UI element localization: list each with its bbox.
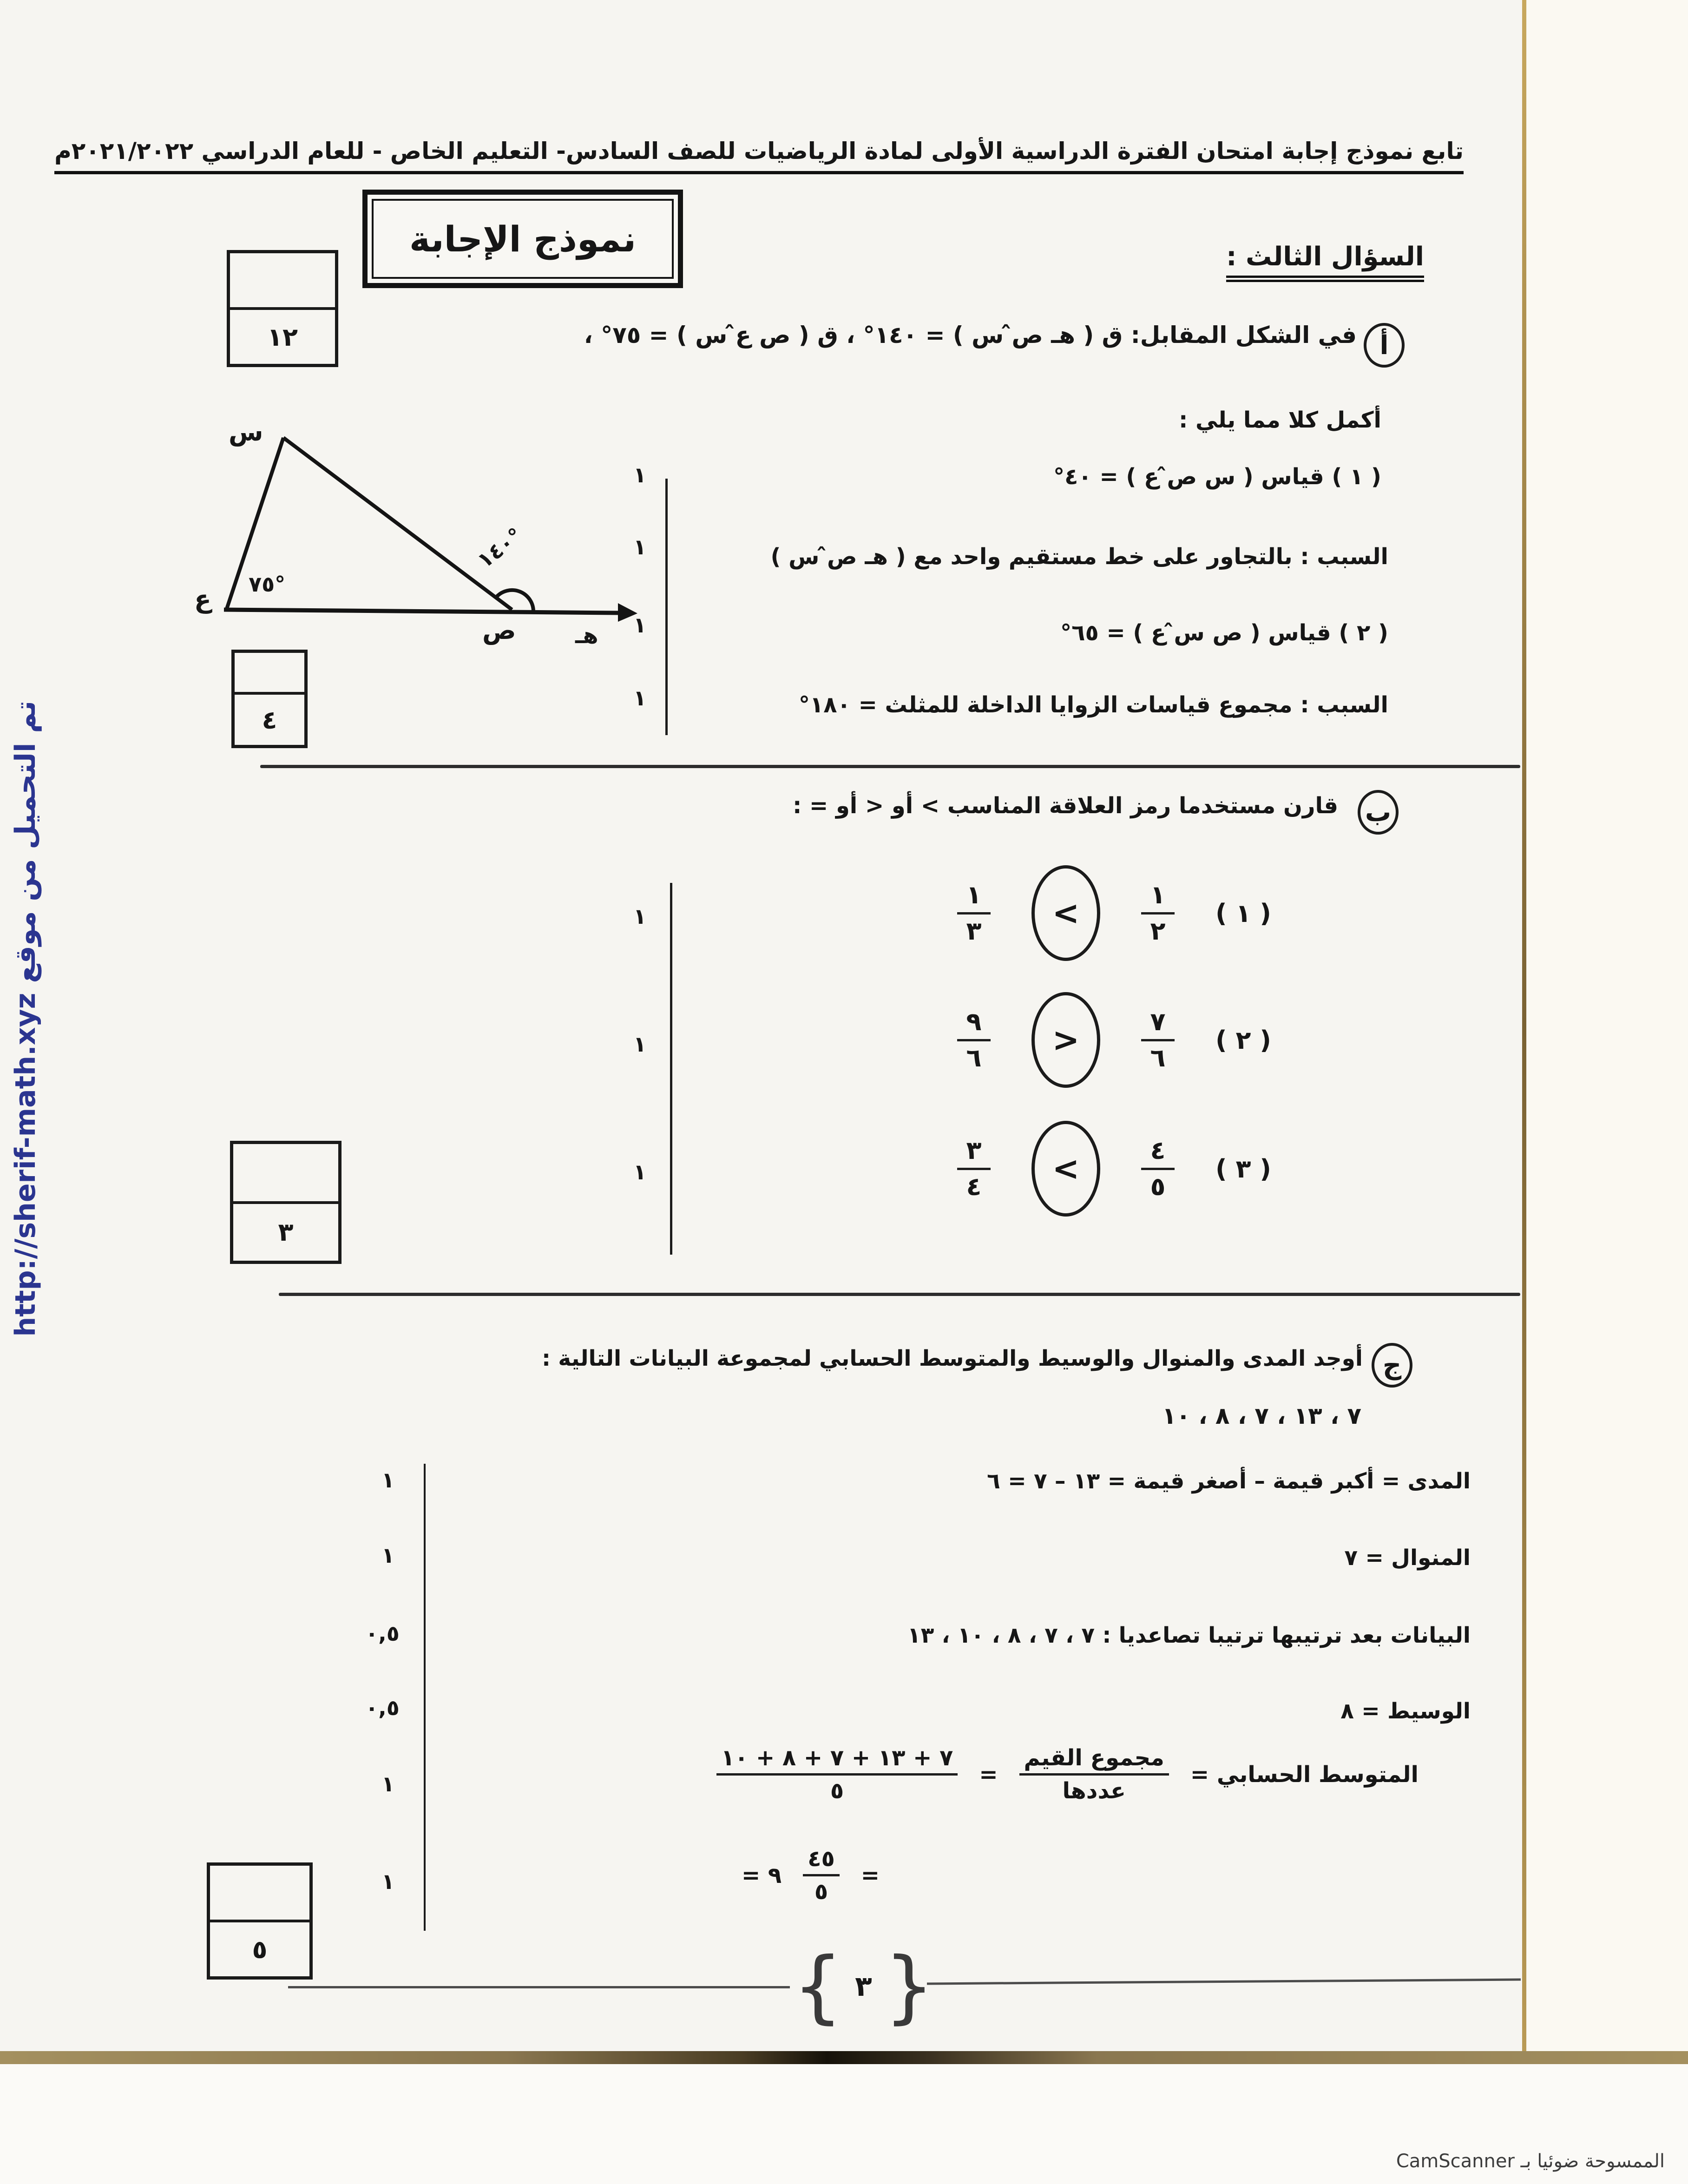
separator-2: [279, 1293, 1520, 1296]
row1-left-fraction: [957, 882, 991, 944]
part-b-score-box: [230, 1141, 342, 1264]
result-equals-1: =: [860, 1862, 880, 1888]
part-c-mean-row: [716, 1746, 1419, 1803]
total-marks-empty-cell: [230, 253, 335, 310]
part-c-mark-3: ٠,٥: [365, 1621, 400, 1646]
row1-left-numerator: ١: [966, 880, 982, 909]
row1-right-numerator: ١: [1150, 880, 1166, 909]
mean-equals: =: [979, 1761, 998, 1788]
vertex-label-ain: ع: [194, 585, 211, 614]
row3-right-fraction: [1141, 1135, 1175, 1201]
fraction-bar: [803, 1874, 840, 1876]
part-b-circle: [1358, 790, 1399, 835]
part-b-mark-3: ١: [633, 1159, 647, 1184]
row1-right-denominator: ٢: [1150, 916, 1166, 946]
part-a-reason-2: السبب : مجموع قياسات الزوايا الداخلة للمثلث = ١٨٠°: [798, 692, 1388, 718]
part-a-mark-4: ١: [633, 685, 647, 710]
total-marks-value: ١٢: [267, 322, 298, 352]
part-c-heading: أوجد المدى والمنوال والوسيط والمتوسط الحسابي لمجموعة البيانات التالية :: [542, 1346, 1363, 1371]
part-a-reason-1: السبب : بالتجاور على خط مستقيم واحد مع ( هـ ص̂ س ): [770, 544, 1388, 570]
part-c-score-box: [207, 1862, 313, 1980]
row3-left-denominator: ٤: [966, 1171, 982, 1201]
camscanner-watermark: الممسوحة ضوئيا بـ CamScanner: [1396, 2151, 1665, 2172]
row3-right-denominator: ٥: [1150, 1171, 1166, 1201]
part-a-score-value: ٤: [262, 705, 277, 735]
row2-item-label: ( ٢ ): [1215, 1025, 1271, 1055]
row1-relation-symbol: <: [1052, 894, 1080, 932]
answer-model-title: نموذج الإجابة: [372, 199, 674, 279]
part-c-mark-5: ١: [381, 1771, 395, 1796]
base-ray-line: [224, 610, 620, 613]
part-c-label: ج: [1382, 1350, 1402, 1381]
angle-75-label: ٧٥°: [249, 572, 286, 597]
fraction-bar: [1141, 912, 1175, 914]
vertex-label-ha: هـ: [575, 623, 598, 649]
part-b-marks-line: [670, 883, 672, 1255]
part-a-intro: في الشكل المقابل: ق ( هـ ص̂ س ) = ١٤٠° ، ق ( ص ع̂ س ) = ٧٥° ،: [584, 322, 1357, 349]
comparison-row-1: [957, 865, 1271, 961]
page-number: ٣: [855, 1970, 872, 2003]
mean-fraction-values: [716, 1746, 958, 1803]
fraction-bar: [957, 1039, 991, 1041]
part-c-score-value: ٥: [252, 1934, 268, 1964]
part-b-label: ب: [1365, 797, 1392, 828]
page-number-group: [793, 1941, 934, 2033]
part-a-complete-prompt: أكمل كلا مما يلي :: [1179, 407, 1381, 433]
comparison-row-2: [957, 992, 1271, 1088]
row1-item-label: ( ١ ): [1215, 898, 1271, 928]
part-a-mark-1: ١: [633, 462, 647, 487]
result-frac-numerator: ٤٥: [808, 1846, 835, 1872]
mean-frac2-numerator: ٧ + ١٣ + ٧ + ٨ + ١٠: [721, 1745, 953, 1771]
brace-right-icon: }: [884, 1941, 934, 2033]
part-b-mark-2: ١: [633, 1032, 647, 1057]
part-a-circle: [1364, 323, 1405, 368]
part-a-score-box: [231, 650, 308, 748]
fraction-bar: [1141, 1039, 1175, 1041]
comparison-row-3: [957, 1121, 1271, 1217]
part-c-sorted-line: البيانات بعد ترتيبها ترتيبا تصاعديا : ٧ ، ٧ ، ٨ ، ١٠ ، ١٣: [907, 1623, 1471, 1648]
row3-left-fraction: [957, 1135, 991, 1201]
part-c-data-set: ٧ ، ١٣ ، ٧ ، ٨ ، ١٠: [1162, 1402, 1361, 1429]
fraction-bar: [1019, 1773, 1169, 1776]
scan-right-margin: [1527, 0, 1688, 2053]
part-c-mark-2: ١: [381, 1543, 395, 1568]
fraction-bar: [1141, 1168, 1175, 1170]
separator-1: [260, 765, 1520, 768]
part-b-score-value: ٣: [278, 1217, 294, 1247]
part-a-mark-3: ١: [633, 612, 647, 638]
download-source-note: تم التحميل من موقع http://sherif-math.xyz: [9, 701, 42, 1337]
row2-left-numerator: ٩: [966, 1006, 982, 1036]
part-c-mode-line: المنوال = ٧: [1344, 1545, 1471, 1571]
result-frac-denominator: ٥: [814, 1879, 828, 1905]
row1-left-denominator: ٣: [966, 916, 982, 946]
part-c-circle: [1372, 1343, 1412, 1388]
row2-right-denominator: ٦: [1150, 1043, 1166, 1072]
part-b-score-empty-cell: [233, 1144, 338, 1204]
row3-relation-circle: [1031, 1121, 1100, 1217]
mean-frac1-numerator: مجموع القيم: [1024, 1745, 1164, 1771]
row2-relation-circle: [1031, 992, 1100, 1088]
row2-right-fraction: [1141, 1006, 1175, 1072]
part-a-marks-line: [665, 479, 668, 735]
part-b-mark-1: ١: [633, 904, 647, 929]
row3-right-numerator: ٤: [1150, 1135, 1166, 1165]
ray-arrowhead: [618, 603, 637, 622]
question-title: السؤال الثالث :: [1226, 242, 1424, 282]
row2-left-denominator: ٦: [966, 1043, 982, 1072]
angle-140-label: ١٤٠°: [472, 522, 527, 573]
row1-right-fraction: [1141, 882, 1175, 944]
triangle-side-seen-sad: [283, 438, 512, 610]
result-tail: = ٩: [741, 1862, 782, 1888]
part-c-mark-1: ١: [381, 1467, 395, 1493]
part-c-mark-6: ١: [381, 1869, 395, 1894]
fraction-bar: [957, 912, 991, 914]
mean-frac2-denominator: ٥: [830, 1778, 844, 1804]
row3-left-numerator: ٣: [966, 1135, 982, 1165]
part-a-mark-2: ١: [633, 534, 647, 559]
mean-fraction-words: [1019, 1746, 1169, 1803]
part-c-score-empty-cell: [210, 1866, 309, 1922]
brace-left-icon: {: [793, 1941, 843, 2033]
result-fraction: [803, 1847, 840, 1904]
part-c-result-row: [742, 1847, 880, 1904]
scan-fold-line: [1522, 0, 1526, 2053]
part-a-answer-2: ( ٢ ) قياس ( ص س̂ ع ) = ٦٥°: [1060, 620, 1388, 646]
fraction-bar: [716, 1773, 958, 1776]
row2-relation-symbol: >: [1052, 1021, 1080, 1059]
footer-line-left: [288, 1986, 790, 1988]
fraction-bar: [957, 1168, 991, 1170]
part-c-range-line: المدى = أكبر قيمة – أصغر قيمة = ١٣ – ٧ = ٦: [987, 1468, 1471, 1494]
part-c-median-line: الوسيط = ٨: [1340, 1698, 1471, 1724]
scan-bottom-band: [0, 2051, 1688, 2064]
row3-item-label: ( ٣ ): [1215, 1154, 1271, 1184]
vertex-label-sad: ص: [482, 616, 516, 645]
part-a-score-empty-cell: [235, 653, 304, 695]
vertex-label-seen: س: [229, 417, 263, 447]
row2-right-numerator: ٧: [1150, 1006, 1166, 1036]
page-header: تابع نموذج إجابة امتحان الفترة الدراسية الأولى لمادة الرياضيات للصف السادس- التعليم الخاص - للعام الدراسي ٢٠٢١/٢٠٢٢م: [54, 138, 1464, 174]
part-a-answer-1: ( ١ ) قياس ( س ص̂ ع ) = ٤٠°: [1053, 464, 1381, 490]
part-a-label: أ: [1379, 330, 1389, 361]
mean-label: المتوسط الحسابي =: [1190, 1761, 1419, 1788]
part-c-marks-line: [424, 1464, 426, 1931]
part-b-heading: قارن مستخدما رمز العلاقة المناسب > أو < أو = :: [793, 793, 1338, 819]
triangle-diagram-svg: [200, 418, 646, 651]
part-c-mark-4: ٠,٥: [365, 1695, 400, 1720]
answer-model-title-box: [362, 190, 683, 288]
row2-left-fraction: [957, 1006, 991, 1072]
total-marks-box: [227, 250, 338, 367]
row1-relation-circle: [1031, 865, 1100, 961]
row3-relation-symbol: <: [1052, 1150, 1080, 1188]
footer-line-right: [927, 1979, 1521, 1985]
mean-frac1-denominator: عددها: [1062, 1778, 1126, 1804]
